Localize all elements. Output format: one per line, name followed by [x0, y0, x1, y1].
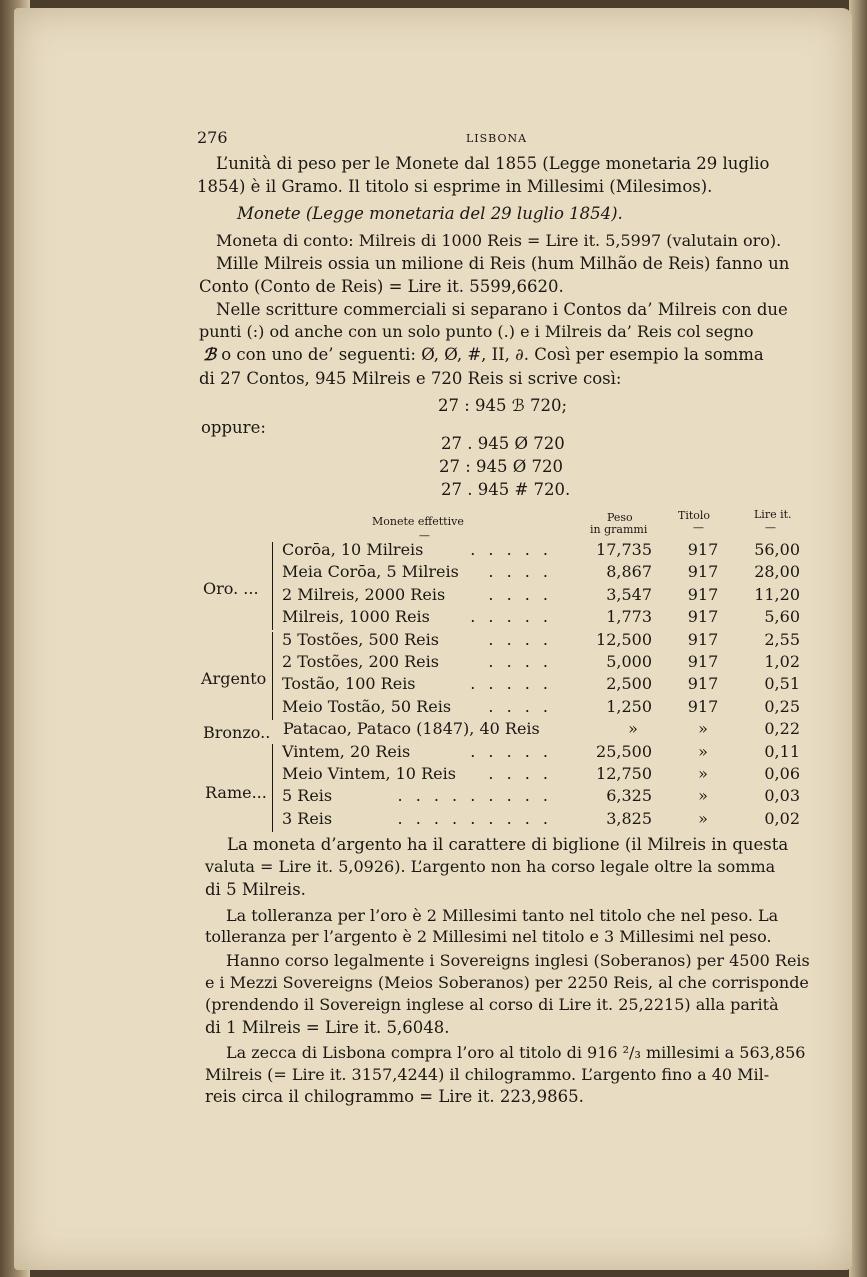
cell-titolo: 917 [687, 585, 719, 604]
cell-lire: 0,06 [764, 764, 800, 783]
coin-name: 2 Tostões, 200 Reis [282, 652, 439, 671]
cell-peso: 6,325 [606, 786, 652, 805]
cell-lire: 11,20 [754, 585, 800, 604]
text-line: reis circa il chilogrammo = Lire it. 223,9865. [205, 1087, 584, 1106]
cell-titolo: » [698, 742, 708, 761]
coin-name: Meio Vintem, 10 Reis [282, 764, 456, 783]
cell-lire: 1,02 [764, 652, 800, 671]
text-line: Nelle scritture commerciali si separano i Contos da’ Milreis con due [216, 300, 788, 319]
leader-dots: . . . . . [470, 674, 552, 693]
text-line: (prendendo il Sovereign inglese al corso di Lire it. 25,2215) alla parità [205, 995, 779, 1014]
cell-peso: 3,547 [606, 585, 652, 604]
cell-titolo: 917 [687, 630, 719, 649]
coin-name: Tostão, 100 Reis [282, 674, 416, 693]
leader-dots: . . . . . [470, 607, 552, 626]
coin-name: Milreis, 1000 Reis [282, 607, 430, 626]
cell-peso: 12,750 [596, 764, 652, 783]
text-line: tolleranza per l’argento è 2 Millesimi nel titolo e 3 Millesimi nel peso. [205, 927, 772, 946]
text-line: di 5 Milreis. [205, 880, 306, 899]
text-line: Moneta di conto: Milreis di 1000 Reis = Lire it. 5,5997 (valutain oro). [216, 231, 782, 250]
text-line: Milreis (= Lire it. 3157,4244) il chilogrammo. L’argento fino a 40 Mil- [205, 1065, 770, 1084]
leader-dots: . . . . [488, 764, 552, 783]
cell-titolo: » [698, 786, 708, 805]
group-label-rame: Rame... [205, 783, 267, 802]
column-header-dash: — [419, 529, 430, 542]
column-header-peso-unit: in grammi [590, 523, 648, 536]
separator-symbol: ℬ [203, 345, 216, 364]
coin-name: Patacao, Pataco (1847), 40 Reis [283, 719, 540, 738]
leader-dots: . . . . [488, 697, 552, 716]
column-header-dash: — [693, 521, 704, 534]
example-notation: 27 : 945 Ø 720 [439, 457, 564, 476]
cell-titolo: 917 [687, 652, 719, 671]
group-label-oro: Oro. ... [203, 579, 259, 598]
text-line: Hanno corso legalmente i Sovereigns inglesi (Soberanos) per 4500 Reis [226, 951, 810, 970]
section-heading: Monete (Legge monetaria del 29 luglio 1854). [237, 204, 623, 223]
leader-dots: . . . . . . . . . [397, 786, 552, 805]
cell-peso: 8,867 [606, 562, 652, 581]
cell-lire: 0,51 [764, 674, 800, 693]
text-line: Mille Milreis ossia un milione di Reis (hum Milhão de Reis) fanno un [216, 254, 790, 273]
text-line: valuta = Lire it. 5,0926). L’argento non ha corso legale oltre la somma [205, 857, 776, 876]
cell-peso: 17,735 [596, 540, 652, 559]
cell-titolo: 917 [687, 562, 719, 581]
coin-name: Vintem, 20 Reis [282, 742, 411, 761]
cell-peso: » [628, 719, 638, 738]
coin-name: 2 Milreis, 2000 Reis [282, 585, 446, 604]
example-notation: 27 : 945 ℬ 720; [438, 396, 568, 415]
cell-lire: 0,25 [764, 697, 800, 716]
leader-dots: . . . . [488, 585, 552, 604]
text-line: La tolleranza per l’oro è 2 Millesimi tanto nel titolo che nel peso. La [226, 906, 779, 925]
text-line: La moneta d’argento ha il carattere di biglione (il Milreis in questa [227, 835, 789, 854]
text-line: punti (:) od anche con un solo punto (.) e i Milreis da’ Reis col segno [199, 322, 754, 341]
text-line: di 1 Milreis = Lire it. 5,6048. [205, 1018, 450, 1037]
cell-peso: 1,250 [606, 697, 652, 716]
cell-titolo: » [698, 764, 708, 783]
column-header-lire: Lire it. [754, 508, 792, 521]
cell-titolo: » [698, 809, 708, 828]
text-line: e i Mezzi Sovereigns (Meios Soberanos) per 2250 Reis, al che corrisponde [205, 973, 809, 992]
cell-titolo: » [698, 719, 708, 738]
column-header-titolo: Titolo [678, 509, 711, 522]
cell-lire: 0,11 [764, 742, 800, 761]
cell-lire: 56,00 [754, 540, 800, 559]
coin-name: 3 Reis [282, 809, 333, 828]
leader-dots: . . . . [488, 652, 552, 671]
text-line: Conto (Conto de Reis) = Lire it. 5599,6620. [199, 277, 564, 296]
cell-lire: 0,02 [764, 809, 800, 828]
cell-lire: 0,22 [764, 719, 800, 738]
example-notation: 27 . 945 Ø 720 [441, 434, 565, 453]
text-line-with-symbols [203, 345, 764, 365]
text-line: di 27 Contos, 945 Milreis e 720 Reis si scrive così: [199, 369, 622, 388]
cell-peso: 5,000 [606, 652, 652, 671]
cell-peso: 3,825 [606, 809, 652, 828]
text-span: o con uno de’ seguenti: Ø, Ø, #, II, ∂. Così per esempio la somma [221, 345, 764, 364]
coin-name: 5 Reis [282, 786, 333, 805]
text-line: L’unità di peso per le Monete dal 1855 (Legge monetaria 29 luglio [216, 154, 770, 173]
column-header-dash: — [765, 521, 776, 534]
leader-dots: . . . . . . . . . [397, 809, 552, 828]
group-label-argento: Argento [201, 669, 267, 688]
leader-dots: . . . . [488, 562, 552, 581]
coin-name: Meio Tostão, 50 Reis [282, 697, 452, 716]
column-header-peso: Peso [607, 511, 633, 524]
oppure-label: oppure: [201, 418, 266, 437]
cell-lire: 0,03 [764, 786, 800, 805]
brace [272, 744, 273, 832]
cell-lire: 5,60 [764, 607, 800, 626]
brace [272, 542, 273, 630]
brace [272, 632, 273, 720]
cell-lire: 2,55 [764, 630, 800, 649]
group-label-bronzo: Bronzo.. [203, 723, 271, 742]
column-header-coins: Monete effettive [372, 515, 464, 528]
cell-titolo: 917 [687, 697, 719, 716]
coin-name: Corōa, 10 Milreis [282, 540, 424, 559]
cell-peso: 2,500 [606, 674, 652, 693]
leader-dots: . . . . . [470, 540, 552, 559]
cell-lire: 28,00 [754, 562, 800, 581]
text-line: La zecca di Lisbona compra l’oro al titolo di 916 ²/₃ millesimi a 563,856 [226, 1043, 806, 1062]
coin-name: 5 Tostões, 500 Reis [282, 630, 439, 649]
cell-peso: 25,500 [596, 742, 652, 761]
cell-titolo: 917 [687, 674, 719, 693]
leader-dots: . . . . [488, 630, 552, 649]
text-line: 1854) è il Gramo. Il titolo si esprime in Millesimi (Milesimos). [197, 177, 713, 196]
cell-peso: 1,773 [606, 607, 652, 626]
example-notation: 27 . 945 # 720. [441, 480, 571, 499]
leader-dots: . . . . . [470, 742, 552, 761]
page-number: 276 [197, 128, 228, 147]
cell-peso: 12,500 [596, 630, 652, 649]
cell-titolo: 917 [687, 607, 719, 626]
coin-name: Meia Corōa, 5 Milreis [282, 562, 459, 581]
running-head: LISBONA [466, 132, 528, 145]
cell-titolo: 917 [687, 540, 719, 559]
